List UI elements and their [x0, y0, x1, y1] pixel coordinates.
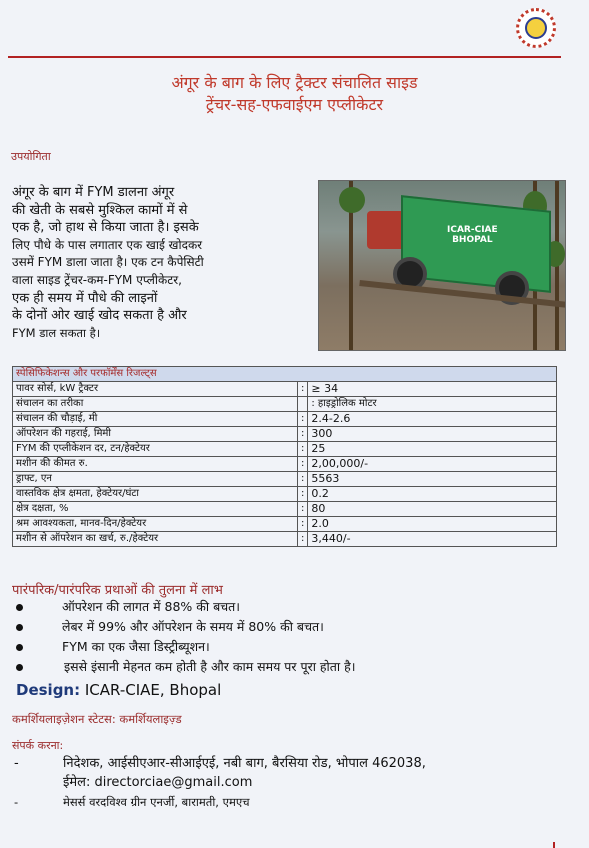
design-label: Design:: [16, 681, 81, 699]
spec-value: 2.0: [308, 517, 557, 532]
spec-sep: :: [298, 442, 308, 457]
page-title: [0, 72, 589, 116]
utility-line: एक है, जो हाथ से किया जाता है। इसके: [12, 220, 199, 236]
utility-line: की खेती के सबसे मुश्किल कामों में से: [12, 202, 188, 218]
spec-value: 25: [308, 442, 557, 457]
contact-label: संपर्क करना:: [12, 739, 64, 752]
table-row: [13, 397, 557, 412]
spec-sep: :: [298, 412, 308, 427]
benefit-text: ऑपरेशन की लागत में 88% की बचत।: [62, 599, 241, 614]
logo-emblem: [525, 17, 547, 39]
benefit-text: इससे इंसानी मेहनत कम होती है और काम समय पर पूरा होता है।: [64, 659, 356, 674]
benefit-text: FYM का एक जैसा डिस्ट्रीब्यूशन।: [62, 639, 210, 654]
benefits-title: पारंपरिक/पारंपरिक प्रथाओं की तुलना में लाभ: [12, 583, 223, 598]
corner-mark: [553, 842, 555, 848]
utility-line: एक ही समय में पौधे की लाइनों: [12, 290, 158, 306]
dash-marker: -: [14, 756, 19, 771]
spec-table: [12, 366, 557, 547]
spec-param: मशीन की कीमत रु.: [13, 457, 298, 472]
table-row: [13, 457, 557, 472]
spec-sep: :: [298, 472, 308, 487]
title-line-1: अंगूर के बाग के लिए ट्रैक्टर संचालित साइड: [171, 73, 418, 92]
spec-sep: :: [298, 487, 308, 502]
table-row: [13, 382, 557, 397]
spec-param: वास्तविक क्षेत्र क्षमता, हेक्टेयर/घंटा: [13, 487, 298, 502]
trailer-label-line-1: ICAR-CIAE: [447, 225, 498, 235]
spec-param: श्रम आवश्यकता, मानव-दिन/हेक्टेयर: [13, 517, 298, 532]
spec-table-header: [13, 367, 557, 382]
spec-value: 0.2: [308, 487, 557, 502]
utility-text: [12, 184, 310, 342]
spec-sep: :: [298, 427, 308, 442]
bullet-icon: [16, 604, 23, 611]
spec-value: : हाइड्रोलिक मोटर: [308, 397, 557, 412]
bullet-icon: [16, 644, 23, 651]
spec-sep: :: [298, 532, 308, 547]
contact-manufacturer: मेसर्स वरदविश्व ग्रीन एनर्जी, बारामती, एमएच: [63, 795, 250, 809]
spec-param: क्षेत्र दक्षता, %: [13, 502, 298, 517]
table-row: [13, 487, 557, 502]
table-row: [13, 427, 557, 442]
header-divider: [8, 56, 561, 58]
spec-value: 300: [308, 427, 557, 442]
table-row: [13, 472, 557, 487]
machine-photo: [318, 180, 566, 351]
utility-line: FYM डाल सकता है।: [12, 325, 101, 340]
spec-sep: :: [298, 517, 308, 532]
list-item: [12, 638, 572, 658]
list-item: [12, 618, 572, 638]
commercialization-status: कमर्शियलाइज़ेशन स्टेटस: कमर्शियलाइज़्ड: [12, 712, 182, 726]
spec-param: ऑपरेशन की गहराई, मिमी: [13, 427, 298, 442]
benefit-text: लेबर में 99% और ऑपरेशन के समय में 80% की बचत।: [62, 619, 324, 634]
spec-value: 3,440/-: [308, 532, 557, 547]
spec-sep: :: [298, 502, 308, 517]
utility-line: अंगूर के बाग में FYM डालना अंगूर: [12, 185, 175, 200]
spec-value: 2,00,000/-: [308, 457, 557, 472]
table-row: [13, 517, 557, 532]
spec-param: संचालन की चौड़ाई, मी: [13, 412, 298, 427]
spec-sep: :: [298, 457, 308, 472]
design-credit: [16, 681, 221, 699]
spec-param: FYM की एप्लीकेशन दर, टन/हेक्टेयर: [13, 442, 298, 457]
contact-address: निदेशक, आईसीएआर-सीआईएई, नबी बाग, बैरसिया रोड, भोपाल 462038,: [63, 756, 426, 771]
table-row: [13, 532, 557, 547]
table-row: [13, 412, 557, 427]
spec-value: 80: [308, 502, 557, 517]
design-value: ICAR-CIAE, Bhopal: [80, 681, 222, 699]
spec-param: मशीन से ऑपरेशन का खर्च, रु./हेक्टेयर: [13, 532, 298, 547]
trailer-label-line-2: BHOPAL: [452, 235, 493, 245]
spec-param: पावर सोर्स, kW ट्रैक्टर: [13, 382, 298, 397]
utility-line: वाला साइड ट्रेंचर-कम-FYM एप्लीकेटर,: [12, 272, 182, 287]
utility-line: उसमें FYM डाला जाता है। एक टन कैपेसिटी: [12, 255, 204, 270]
contact-email: ईमेल: directorciae@gmail.com: [63, 775, 253, 790]
spec-header-cell: स्पेसिफिकेशन्स और परफॉर्मेंस रिजल्ट्स: [13, 367, 557, 382]
trailer-label: [447, 225, 498, 245]
table-row: [13, 502, 557, 517]
title-line-2: ट्रेंचर-सह-एफवाईएम एप्लीकेटर: [205, 95, 384, 114]
icar-logo: [516, 8, 556, 48]
spec-param: ड्राफ्ट, एन: [13, 472, 298, 487]
benefits-list: [12, 598, 572, 678]
spec-value: 5563: [308, 472, 557, 487]
list-item: [12, 598, 572, 618]
bullet-icon: [16, 624, 23, 631]
spec-sep: :: [298, 382, 308, 397]
spec-param: संचालन का तरीका: [13, 397, 298, 412]
utility-line: के दोनों ओर खाई खोद सकता है और: [12, 308, 187, 324]
utility-line: लिए पौधे के पास लगातार एक खाई खोदकर: [12, 237, 203, 252]
utility-label: उपयोगिता: [11, 150, 51, 163]
dash-marker: -: [14, 795, 19, 809]
spec-value: 2.4-2.6: [308, 412, 557, 427]
table-row: [13, 442, 557, 457]
spec-value: ≥ 34: [308, 382, 557, 397]
list-item: [12, 658, 572, 678]
bullet-icon: [16, 664, 23, 671]
spec-sep: [298, 397, 308, 412]
